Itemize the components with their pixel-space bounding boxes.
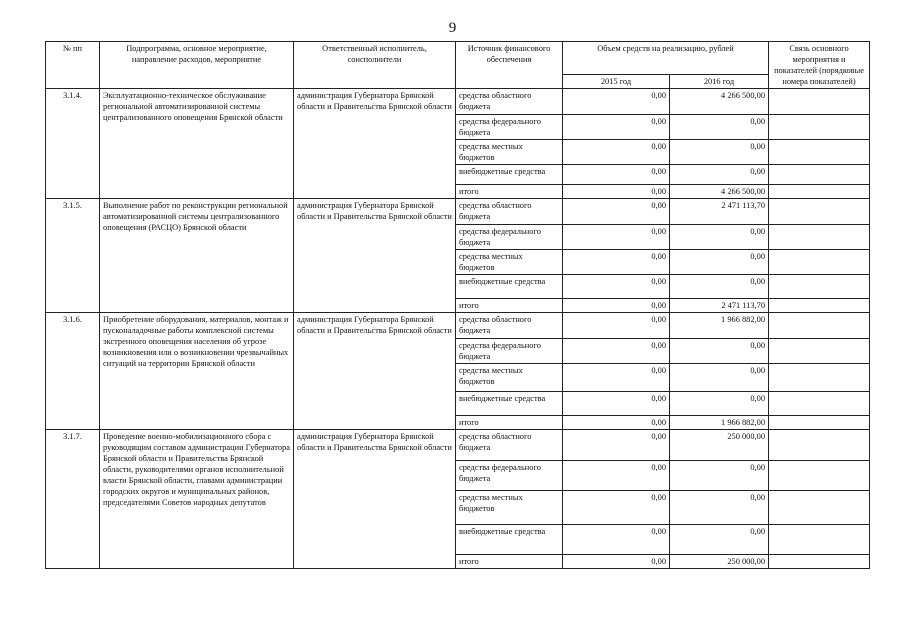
amount-2016: 0,00 xyxy=(670,225,769,250)
amount-2016: 1 966 882,00 xyxy=(670,313,769,339)
funding-source: средства местных бюджетов xyxy=(456,491,563,525)
total-label: итого xyxy=(456,416,563,430)
executor: администрация Губернатора Брянской области и Правительства Брянской области xyxy=(294,313,456,430)
amount-2015: 0,00 xyxy=(563,89,670,115)
table-row xyxy=(46,199,870,225)
funding-source: внебюджетные средства xyxy=(456,525,563,555)
table-body xyxy=(46,89,870,569)
amount-2016: 2 471 113,70 xyxy=(670,199,769,225)
amount-2015: 0,00 xyxy=(563,199,670,225)
activity-title: Выполнение работ по реконструкции региональной автоматизированной системы централизованного оповещения (РАСЦО) Брянской области xyxy=(100,199,294,313)
funding-source: средства местных бюджетов xyxy=(456,140,563,165)
indicator-link xyxy=(769,225,870,250)
funding-source: средства областного бюджета xyxy=(456,89,563,115)
indicator-link xyxy=(769,250,870,275)
amount-2015: 0,00 xyxy=(563,140,670,165)
activity-title: Эксплуатационно-техническое обслуживание региональной автоматизированной системы централизованного оповещения Брянской области xyxy=(100,89,294,199)
funding-source: средства местных бюджетов xyxy=(456,364,563,392)
amount-2016: 0,00 xyxy=(670,250,769,275)
amount-2015: 0,00 xyxy=(563,225,670,250)
total-label: итого xyxy=(456,185,563,199)
indicator-link xyxy=(769,525,870,555)
funding-source: средства федерального бюджета xyxy=(456,339,563,364)
funding-source: средства областного бюджета xyxy=(456,430,563,461)
row-number: 3.1.7. xyxy=(46,430,100,569)
funding-source: средства федерального бюджета xyxy=(456,225,563,250)
amount-2015: 0,00 xyxy=(563,275,670,299)
amount-2016: 0,00 xyxy=(670,392,769,416)
row-number: 3.1.6. xyxy=(46,313,100,430)
executor: администрация Губернатора Брянской области и Правительства Брянской области xyxy=(294,199,456,313)
indicator-link xyxy=(769,275,870,299)
amount-2016: 250 000,00 xyxy=(670,430,769,461)
amount-2016: 0,00 xyxy=(670,165,769,185)
funding-source: средства федерального бюджета xyxy=(456,115,563,140)
total-label: итого xyxy=(456,555,563,569)
table-row xyxy=(46,313,870,339)
indicator-link xyxy=(769,364,870,392)
table-row xyxy=(46,430,870,461)
indicator-link xyxy=(769,339,870,364)
total-2015: 0,00 xyxy=(563,555,670,569)
total-2016: 1 966 882,00 xyxy=(670,416,769,430)
funding-source: средства местных бюджетов xyxy=(456,250,563,275)
total-2015: 0,00 xyxy=(563,299,670,313)
total-2016: 4 266 500,00 xyxy=(670,185,769,199)
indicator-link xyxy=(769,89,870,115)
amount-2016: 0,00 xyxy=(670,461,769,491)
row-number: 3.1.4. xyxy=(46,89,100,199)
header-year-2016: 2016 год xyxy=(670,75,769,89)
funding-table xyxy=(45,41,870,569)
executor: администрация Губернатора Брянской области и Правительства Брянской области xyxy=(294,430,456,569)
funding-source: средства областного бюджета xyxy=(456,313,563,339)
header-source: Источник финансового обеспечения xyxy=(456,42,563,89)
indicator-link xyxy=(769,140,870,165)
amount-2015: 0,00 xyxy=(563,491,670,525)
amount-2016: 4 266 500,00 xyxy=(670,89,769,115)
executor: администрация Губернатора Брянской области и Правительства Брянской области xyxy=(294,89,456,199)
total-2016: 2 471 113,70 xyxy=(670,299,769,313)
indicator-link xyxy=(769,165,870,185)
amount-2016: 0,00 xyxy=(670,339,769,364)
funding-source: средства областного бюджета xyxy=(456,199,563,225)
amount-2015: 0,00 xyxy=(563,250,670,275)
amount-2016: 0,00 xyxy=(670,364,769,392)
amount-2016: 0,00 xyxy=(670,140,769,165)
indicator-link xyxy=(769,313,870,339)
activity-title: Проведение военно-мобилизационного сбора с руководящим составом администрации Губернатора Брянской области и Правительства Брянской области, руководителями органов исполнительной власти Брянской области, главами администрации городских округов и муниципальных районов, председателями Советов народных депутатов xyxy=(100,430,294,569)
indicator-link xyxy=(769,115,870,140)
indicator-link xyxy=(769,299,870,313)
funding-source: внебюджетные средства xyxy=(456,165,563,185)
indicator-link xyxy=(769,199,870,225)
header-num: № пп xyxy=(46,42,100,89)
funding-source: средства федерального бюджета xyxy=(456,461,563,491)
amount-2015: 0,00 xyxy=(563,165,670,185)
amount-2015: 0,00 xyxy=(563,430,670,461)
amount-2015: 0,00 xyxy=(563,364,670,392)
indicator-link xyxy=(769,555,870,569)
page-number: 9 xyxy=(448,20,457,36)
indicator-link xyxy=(769,491,870,525)
indicator-link xyxy=(769,392,870,416)
total-2015: 0,00 xyxy=(563,185,670,199)
activity-title: Приобретение оборудования, материалов, монтаж и пусконаладочные работы комплексной системы экстренного оповещения населения об угрозе возникновения или о возникновении чрезвычайных ситуаций на территории Брянской области xyxy=(100,313,294,430)
funding-source: внебюджетные средства xyxy=(456,392,563,416)
amount-2016: 0,00 xyxy=(670,491,769,525)
amount-2015: 0,00 xyxy=(563,461,670,491)
total-2016: 250 000,00 xyxy=(670,555,769,569)
table-row xyxy=(46,89,870,115)
amount-2016: 0,00 xyxy=(670,115,769,140)
amount-2015: 0,00 xyxy=(563,525,670,555)
amount-2015: 0,00 xyxy=(563,115,670,140)
amount-2016: 0,00 xyxy=(670,525,769,555)
row-number: 3.1.5. xyxy=(46,199,100,313)
header-executor: Ответственный исполнитель, соисполнители xyxy=(294,42,456,89)
funding-source: внебюджетные средства xyxy=(456,275,563,299)
amount-2016: 0,00 xyxy=(670,275,769,299)
header-funds: Объем средств на реализацию, рублей xyxy=(563,42,769,75)
total-label: итого xyxy=(456,299,563,313)
amount-2015: 0,00 xyxy=(563,392,670,416)
header-year-2015: 2015 год xyxy=(563,75,670,89)
amount-2015: 0,00 xyxy=(563,339,670,364)
amount-2015: 0,00 xyxy=(563,313,670,339)
indicator-link xyxy=(769,430,870,461)
indicator-link xyxy=(769,416,870,430)
header-link: Связь основного мероприятия и показателей (порядковые номера показателей) xyxy=(769,42,870,89)
indicator-link xyxy=(769,185,870,199)
indicator-link xyxy=(769,461,870,491)
header-program: Подпрограмма, основное мероприятие, направление расходов, мероприятие xyxy=(100,42,294,89)
total-2015: 0,00 xyxy=(563,416,670,430)
